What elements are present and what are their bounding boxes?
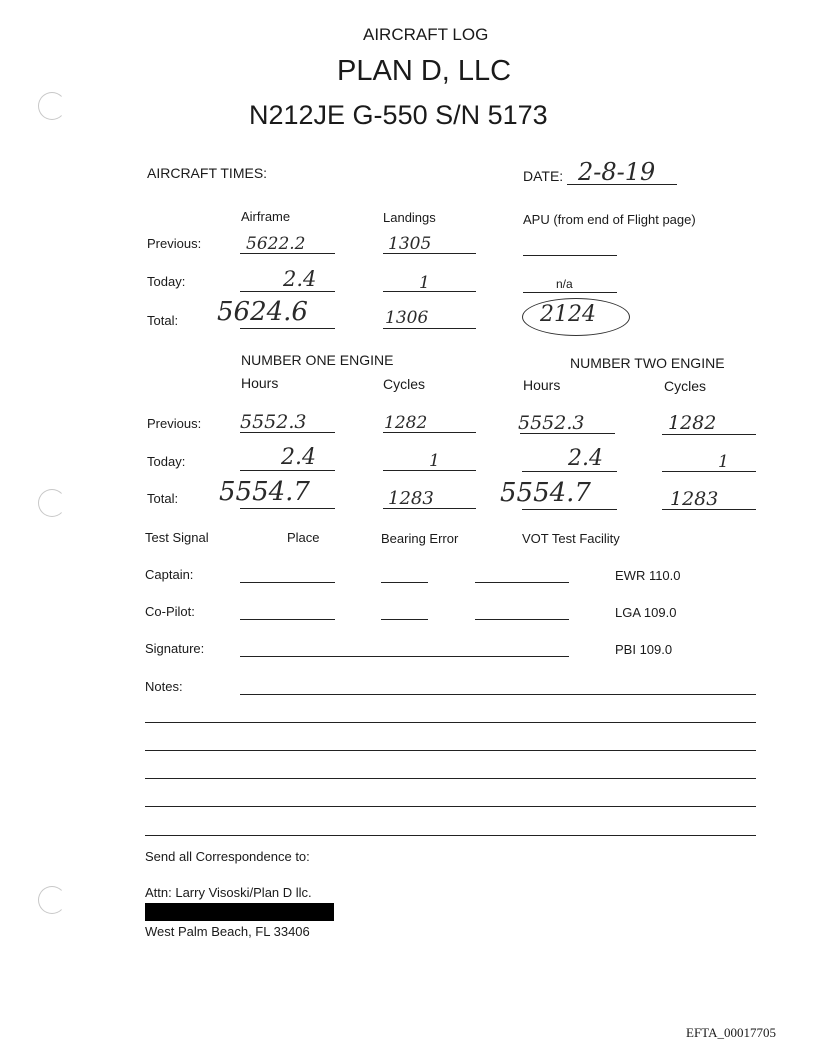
airframe-total-value[interactable]: 5624.6 <box>217 297 308 327</box>
landings-total-line <box>383 328 476 329</box>
engine-previous-label: Previous: <box>147 416 202 431</box>
previous-label: Previous: <box>147 236 202 251</box>
correspondence-city: West Palm Beach, FL 33406 <box>145 924 310 939</box>
bearing-error-label: Bearing Error <box>381 531 459 546</box>
notes-line-4[interactable] <box>145 778 756 779</box>
copilot-place-line[interactable] <box>240 619 335 620</box>
engine1-hours-total-line <box>240 508 335 509</box>
notes-line-2[interactable] <box>145 722 756 723</box>
engine1-hours-total[interactable]: 5554.7 <box>219 477 310 507</box>
engine2-hours-total-line <box>522 509 617 510</box>
punch-hole-bottom <box>38 886 66 914</box>
engine2-cycles-label: Cycles <box>664 378 707 394</box>
engine2-hours-previous[interactable]: 5552.3 <box>518 412 585 434</box>
document-id: EFTA_00017705 <box>686 1025 776 1040</box>
engine-today-label: Today: <box>147 454 186 469</box>
engine2-hours-label: Hours <box>523 377 561 393</box>
engine2-cycles-previous-line <box>662 434 756 435</box>
facility-lga: LGA 109.0 <box>615 605 677 620</box>
facility-ewr: EWR 110.0 <box>615 568 681 583</box>
punch-hole-middle <box>38 489 66 517</box>
place-label: Place <box>287 530 320 545</box>
engine1-hours-label: Hours <box>241 375 279 391</box>
notes-line-3[interactable] <box>145 750 756 751</box>
engine2-cycles-total[interactable]: 1283 <box>670 488 719 510</box>
today-label: Today: <box>147 274 186 289</box>
copilot-bearing-line[interactable] <box>381 619 428 620</box>
correspondence-attn: Attn: Larry Visoski/Plan D llc. <box>145 885 312 900</box>
facility-pbi: PBI 109.0 <box>615 642 673 657</box>
captain-place-line[interactable] <box>240 582 335 583</box>
test-signal-label: Test Signal <box>145 530 209 545</box>
captain-bearing-line[interactable] <box>381 582 428 583</box>
landings-total-value[interactable]: 1306 <box>385 308 429 328</box>
date-value[interactable]: 2-8-19 <box>578 158 656 186</box>
engine1-cycles-previous[interactable]: 1282 <box>384 413 428 433</box>
airframe-total-line <box>240 328 335 329</box>
company-name: PLAN D, LLC <box>337 55 512 87</box>
copilot-label: Co-Pilot: <box>145 604 195 619</box>
engine-total-label: Total: <box>147 491 179 506</box>
punch-hole-top <box>38 92 66 120</box>
engine1-title: NUMBER ONE ENGINE <box>241 352 394 368</box>
engine2-cycles-previous[interactable]: 1282 <box>668 412 717 434</box>
form-title: AIRCRAFT LOG <box>363 25 489 44</box>
notes-line-6[interactable] <box>145 835 756 836</box>
apu-previous-line <box>523 255 617 256</box>
captain-label: Captain: <box>145 567 194 582</box>
engine2-hours-total[interactable]: 5554.7 <box>500 478 591 508</box>
signature-line[interactable] <box>240 656 569 657</box>
correspondence-heading: Send all Correspondence to: <box>145 849 310 864</box>
aircraft-times-label: AIRCRAFT TIMES: <box>147 165 268 181</box>
engine2-hours-today[interactable]: 2.4 <box>568 446 603 471</box>
notes-line-5[interactable] <box>145 806 756 807</box>
apu-total-value[interactable]: 2124 <box>540 302 596 327</box>
signature-label: Signature: <box>145 641 205 656</box>
engine1-hours-previous[interactable]: 5552.3 <box>240 411 307 433</box>
apu-na-note: n/a <box>556 277 573 291</box>
apu-today-line <box>523 292 617 293</box>
airframe-previous-value[interactable]: 5622.2 <box>246 234 306 254</box>
vot-facility-label: VOT Test Facility <box>522 531 620 546</box>
engine2-hours-today-line <box>522 471 617 472</box>
total-label: Total: <box>147 313 179 328</box>
apu-col-label: APU (from end of Flight page) <box>523 212 696 227</box>
engine1-cycles-total[interactable]: 1283 <box>388 488 434 509</box>
landings-previous-value[interactable]: 1305 <box>388 234 432 254</box>
landings-today-value[interactable]: 1 <box>419 273 430 293</box>
engine2-cycles-today[interactable]: 1 <box>718 452 729 472</box>
landings-col-label: Landings <box>383 210 436 225</box>
notes-line-1[interactable] <box>240 694 756 695</box>
redaction-bar <box>145 903 334 921</box>
copilot-facility-line[interactable] <box>475 619 569 620</box>
airframe-col-label: Airframe <box>241 209 291 224</box>
airframe-today-line <box>240 291 335 292</box>
notes-label: Notes: <box>145 679 183 694</box>
engine1-hours-today-line <box>240 470 335 471</box>
engine1-cycles-label: Cycles <box>383 376 426 392</box>
engine2-cycles-today-line <box>662 471 756 472</box>
engine1-hours-today[interactable]: 2.4 <box>281 445 316 470</box>
captain-facility-line[interactable] <box>475 582 569 583</box>
engine2-title: NUMBER TWO ENGINE <box>570 355 725 371</box>
airframe-today-value[interactable]: 2.4 <box>283 267 317 291</box>
engine1-cycles-today[interactable]: 1 <box>429 451 440 471</box>
date-label: DATE: <box>523 168 564 184</box>
aircraft-id: N212JE G-550 S/N 5173 <box>249 100 548 130</box>
